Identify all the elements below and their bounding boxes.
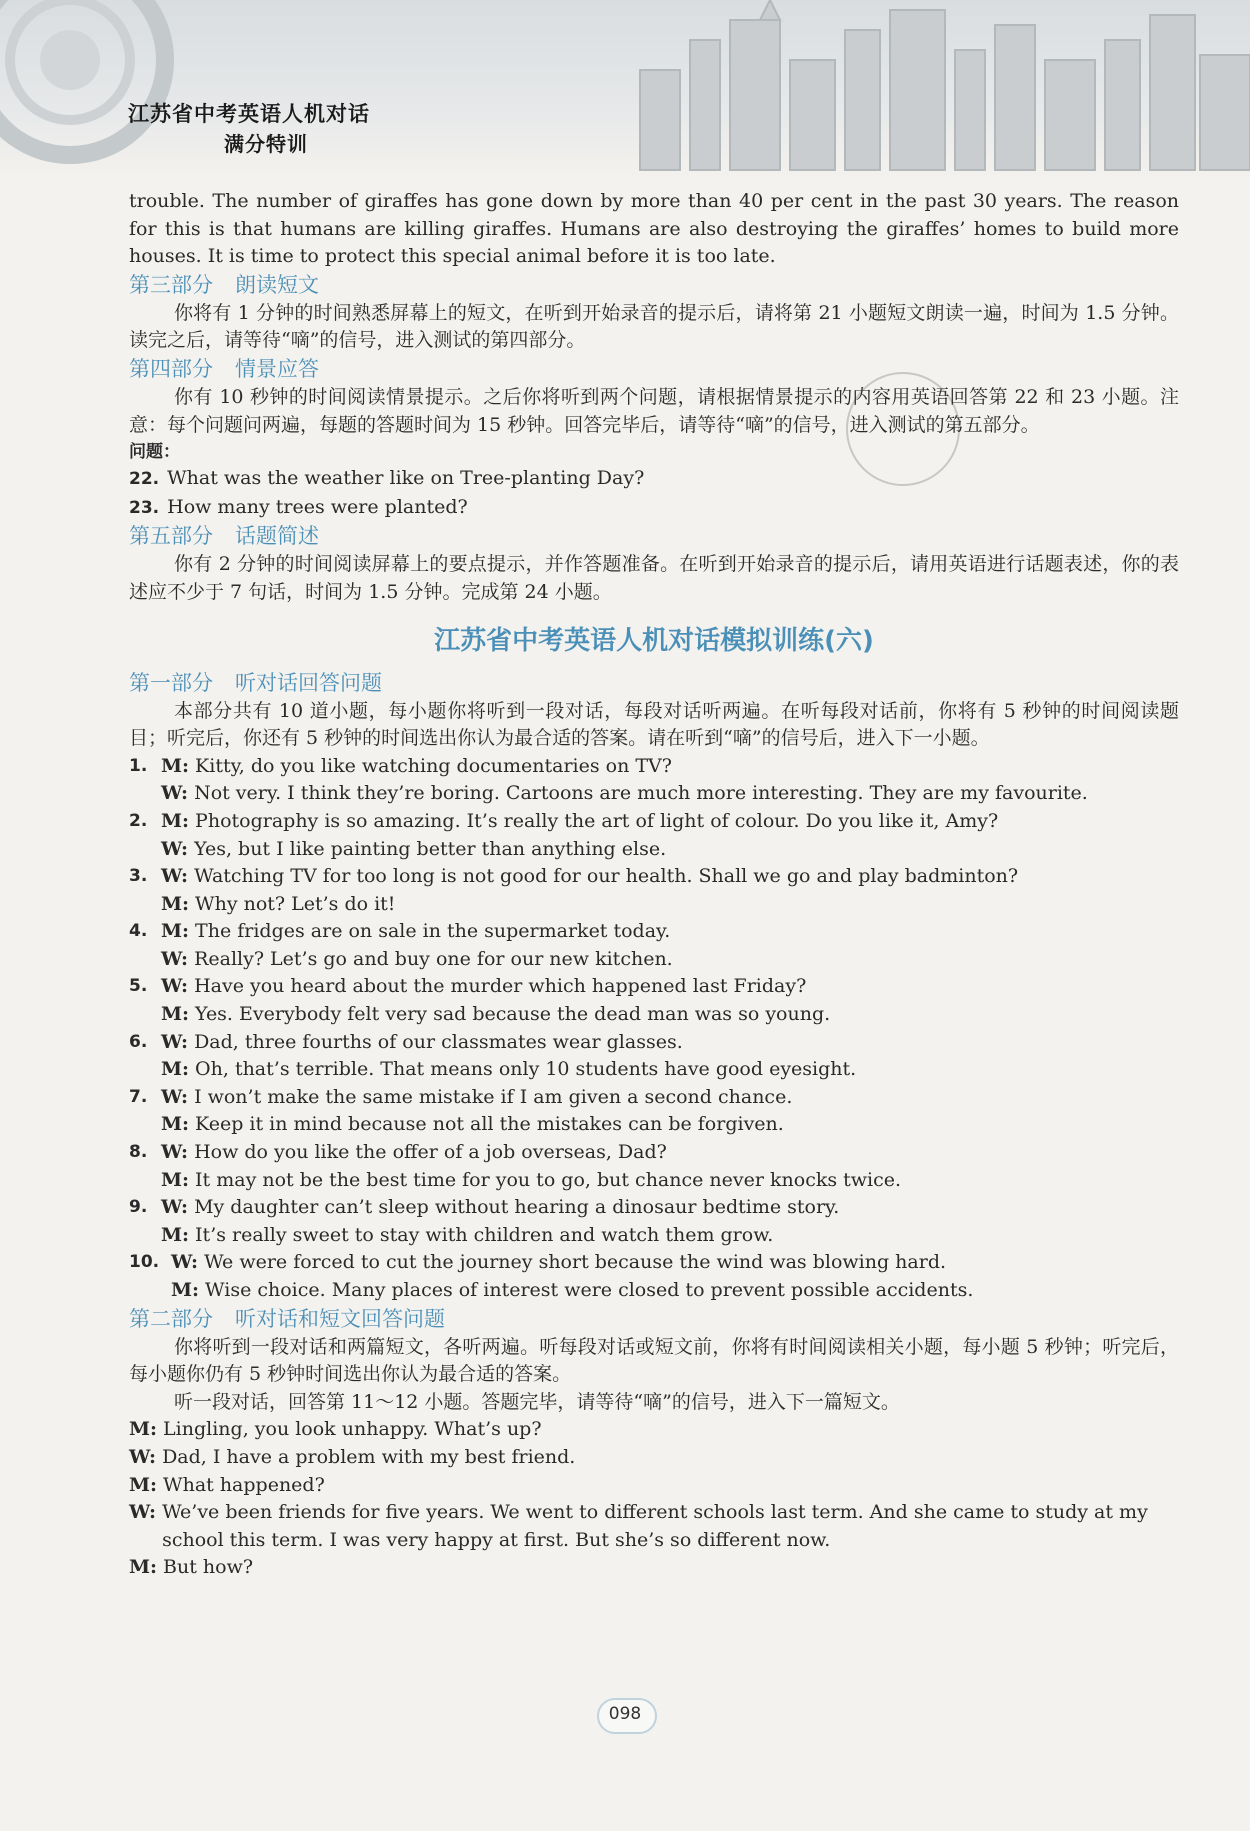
book-title: 江苏省中考英语人机对话 bbox=[128, 102, 370, 126]
page-content bbox=[129, 188, 1179, 1582]
dialogue-line: M: Why not? Let’s do it! bbox=[161, 892, 396, 915]
dialogue-line: W: Yes, but I like painting better than anything else. bbox=[161, 837, 667, 860]
dialogue-line: 9. W: My daughter can’t sleep without hearing a dinosaur bedtime story. bbox=[129, 1196, 840, 1219]
intro-paragraph: trouble. The number of giraffes has gone down by more than 40 per cent in the past 30 years. The reason for this is that humans are killing giraffes. Humans are also destroying the giraffes’ homes to build more houses. It is time to protect this special animal before it is too late. bbox=[129, 190, 1179, 268]
dialogue-line: 4. M: The fridges are on sale in the supermarket today. bbox=[129, 920, 671, 943]
test-title: 江苏省中考英语人机对话模拟训练(六) bbox=[434, 625, 874, 656]
dialogue-line: M: Lingling, you look unhappy. What’s up? bbox=[129, 1418, 542, 1441]
dialogue-line: 6. W: Dad, three fourths of our classmates wear glasses. bbox=[129, 1030, 683, 1053]
dialogue-line: 7. W: I won’t make the same mistake if I am given a second chance. bbox=[129, 1085, 793, 1108]
dialogue-line: 5. W: Have you heard about the murder which happened last Friday? bbox=[129, 975, 807, 998]
dialogue-line: 1. M: Kitty, do you like watching documentaries on TV? bbox=[129, 754, 672, 777]
part5-instructions: 你有 2 分钟的时间阅读屏幕上的要点提示，并作答题准备。在听到开始录音的提示后，请用英语进行话题表述，你的表述应不少于 7 句话，时间为 1.5 分钟。完成第 24 小题。 bbox=[129, 553, 1179, 603]
book-subtitle: 满分特训 bbox=[224, 132, 308, 156]
dialogue-line: M: What happened? bbox=[129, 1473, 325, 1496]
header-banner bbox=[0, 0, 1250, 180]
section1-instructions: 本部分共有 10 道小题，每小题你将听到一段对话，每段对话听两遍。在听每段对话前，你将有 5 秒钟的时间阅读题目；听完后，你还有 5 秒钟的时间选出你认为最合适的答案。请在听到“嘀”的信号后，进入下一小题。 bbox=[129, 699, 1179, 750]
section2-heading: 第二部分 听对话和短文回答问题 bbox=[129, 1306, 445, 1331]
dialogue-line: W: Dad, I have a problem with my best friend. bbox=[129, 1445, 576, 1468]
dialogue-line: W: We’ve been friends for five years. We went to different schools last term. And she came to study at my school this term. I was very happy at first. But she’s so different now. bbox=[129, 1501, 1148, 1551]
dialogue-line: W: Not very. I think they’re boring. Cartoons are much more interesting. They are my favourite. bbox=[161, 782, 1088, 805]
dialogue-line: M: It’s really sweet to stay with children and watch them grow. bbox=[161, 1223, 774, 1246]
dialogue-list bbox=[129, 753, 1179, 1305]
dialogue-line: 10. W: We were forced to cut the journey short because the wind was blowing hard. bbox=[129, 1251, 947, 1274]
question-item: 22. What was the weather like on Tree-planting Day? bbox=[129, 467, 645, 490]
part4-instructions: 你有 10 秒钟的时间阅读情景提示。之后你将听到两个问题，请根据情景提示的内容用英语回答第 22 和 23 小题。注意：每个问题问两遍，每题的答题时间为 15 秒钟。回答完毕后，请等待“嘀”的信号，进入测试的第五部分。 bbox=[129, 385, 1179, 436]
page-number: 098 bbox=[595, 1696, 655, 1732]
dialogue-line: W: Really? Let’s go and buy one for our new kitchen. bbox=[161, 947, 673, 970]
dialogue-line: 3. W: Watching TV for too long is not good for our health. Shall we go and play badminton? bbox=[129, 865, 1019, 888]
section2-instructions-2: 听一段对话，回答第 11～12 小题。答题完毕，请等待“嘀”的信号，进入下一篇短文。 bbox=[174, 1390, 900, 1413]
dialogue-line: M: But how? bbox=[129, 1556, 254, 1579]
questions-label: 问题： bbox=[129, 442, 180, 463]
part5-heading: 第五部分 话题简述 bbox=[129, 524, 319, 549]
dialogue-line: M: Wise choice. Many places of interest were closed to prevent possible accidents. bbox=[171, 1279, 974, 1301]
dialogue-line: M: Oh, that’s terrible. That means only 10 students have good eyesight. bbox=[161, 1058, 857, 1081]
dialogue-line: M: Keep it in mind because not all the mistakes can be forgiven. bbox=[161, 1113, 784, 1136]
dialogue-line: 2. M: Photography is so amazing. It’s really the art of light of colour. Do you like it, Amy? bbox=[129, 809, 999, 832]
dialogue-line: M: Yes. Everybody felt very sad because the dead man was so young. bbox=[161, 1003, 831, 1026]
question-item: 23. How many trees were planted? bbox=[129, 495, 468, 518]
dialogue-line: 8. W: How do you like the offer of a job overseas, Dad? bbox=[129, 1141, 667, 1164]
dialogue-line: M: It may not be the best time for you to go, but chance never knocks twice. bbox=[161, 1168, 902, 1191]
section2-instructions: 你将听到一段对话和两篇短文，各听两遍。听每段对话或短文前，你将有时间阅读相关小题，每小题 5 秒钟；听完后，每小题你仍有 5 秒钟时间选出你认为最合适的答案。 bbox=[129, 1335, 1179, 1386]
part3-instructions: 你将有 1 分钟的时间熟悉屏幕上的短文，在听到开始录音的提示后，请将第 21 小题短文朗读一遍，时间为 1.5 分钟。读完之后，请等待“嘀”的信号，进入测试的第四部分。 bbox=[129, 301, 1179, 352]
part3-heading: 第三部分 朗读短文 bbox=[129, 272, 319, 297]
section2-dialogue bbox=[129, 1416, 1179, 1582]
city-skyline-illustration bbox=[0, 0, 1250, 180]
section1-heading: 第一部分 听对话回答问题 bbox=[129, 670, 382, 695]
part4-heading: 第四部分 情景应答 bbox=[129, 356, 319, 381]
